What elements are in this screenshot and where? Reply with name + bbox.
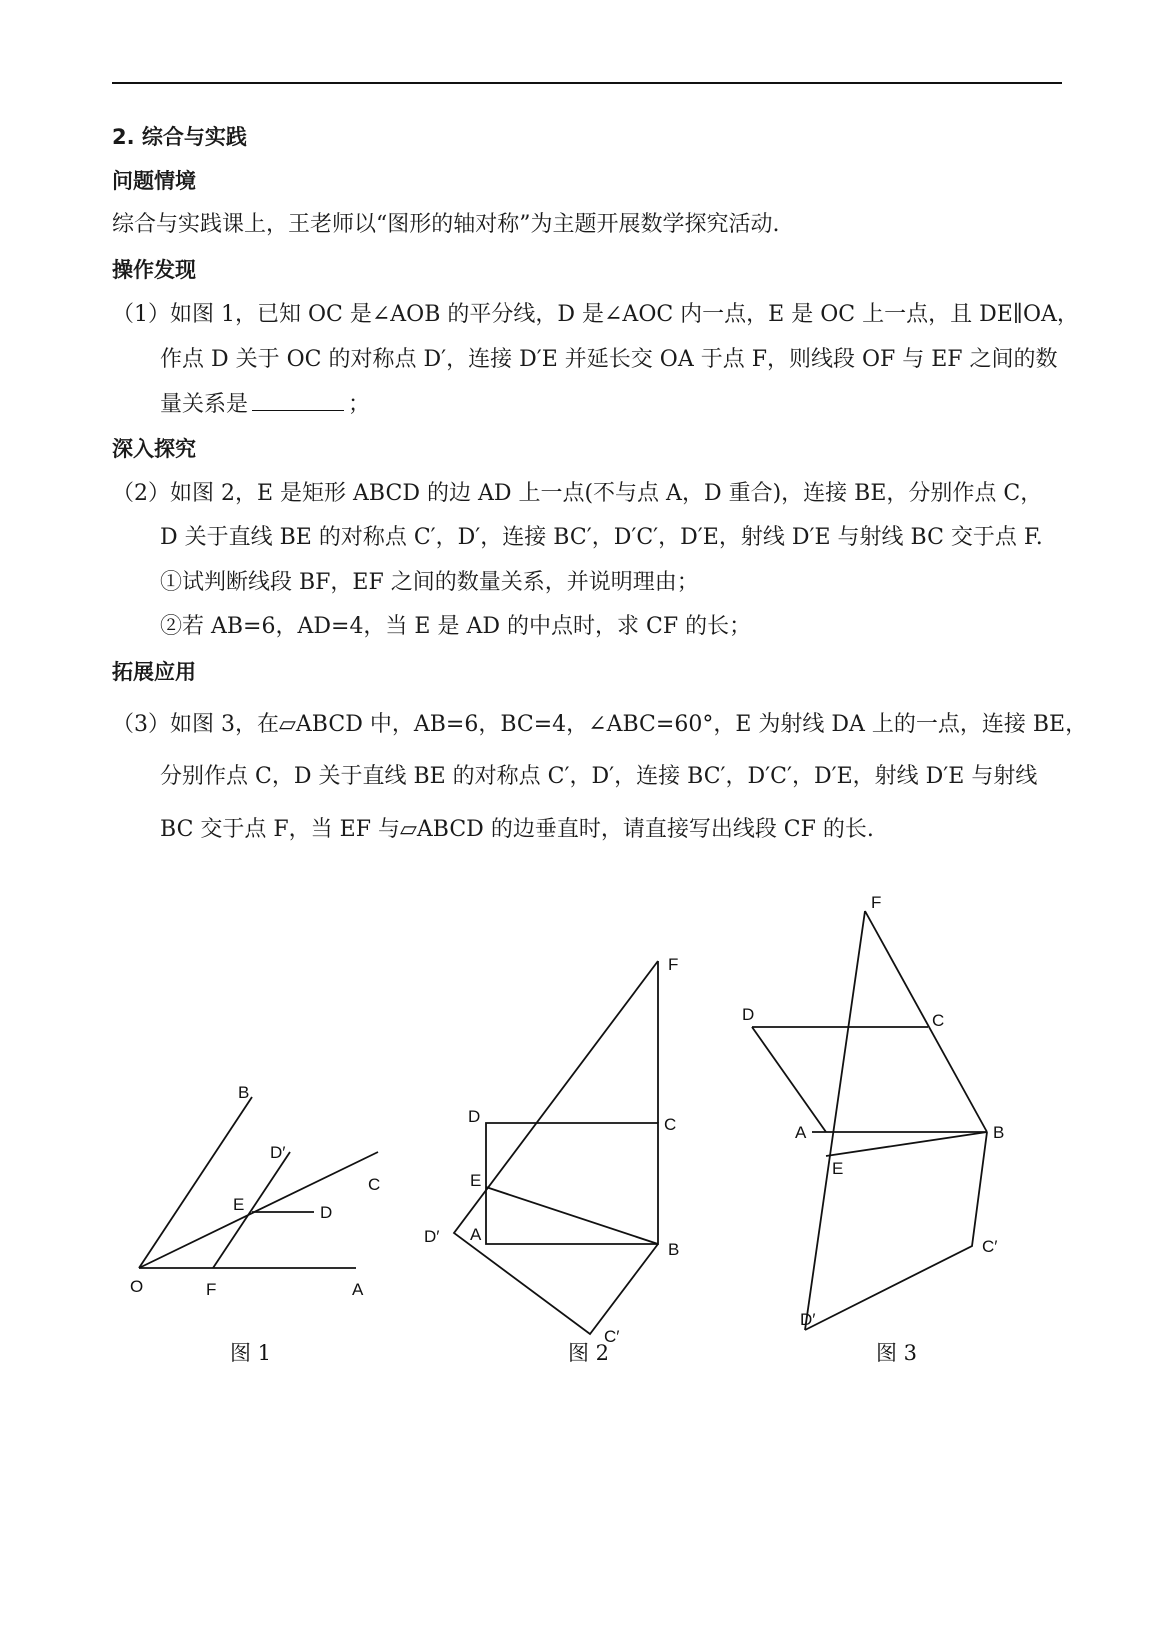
fig2-label-D: D — [468, 1107, 481, 1126]
q3-line3: BC 交于点 F，当 EF 与▱ABCD 的边垂直时，请直接写出线段 CF 的长. — [160, 817, 874, 842]
fig2-label-F: F — [668, 955, 679, 974]
fig3-label-C: C — [932, 1011, 945, 1030]
fig3-label-Dprime: D′ — [800, 1310, 816, 1329]
section-title: 2. 综合与实践 — [112, 125, 247, 149]
heading-situation: 问题情境 — [112, 169, 196, 193]
q3-line2: 分别作点 C，D 关于直线 BE 的对称点 C′，D′，连接 BC′，D′C′，D′E，射线 D′E 与射线 — [160, 764, 1038, 789]
fig1-label-F: F — [206, 1280, 217, 1299]
fig2-label-Dprime: D′ — [424, 1227, 440, 1246]
fig1-label-E: E — [233, 1195, 245, 1214]
fig1-label-D: D — [320, 1203, 333, 1222]
header-rule — [112, 82, 1062, 84]
heading-explore: 深入探究 — [112, 437, 196, 461]
q2-line2: D 关于直线 BE 的对称点 C′，D′，连接 BC′，D′C′，D′E，射线 D′E 与射线 BC 交于点 F. — [160, 525, 1043, 550]
fig1-label-C: C — [368, 1175, 381, 1194]
fig2-caption: 图 2 — [568, 1341, 610, 1365]
fig3-label-F: F — [871, 893, 882, 912]
fig1-label-Dprime: D′ — [270, 1143, 286, 1162]
q1-line3-pre: 量关系是 — [160, 392, 249, 417]
figure-3 — [742, 893, 1004, 1365]
fig3-label-Cprime: C′ — [982, 1237, 998, 1256]
fig1-label-O: O — [130, 1277, 144, 1296]
fig2-label-C: C — [664, 1115, 677, 1134]
q1-line2: 作点 D 关于 OC 的对称点 D′，连接 D′E 并延长交 OA 于点 F，则线段 OF 与 EF 之间的数 — [160, 347, 1058, 372]
figure-2 — [424, 955, 679, 1365]
fig1-caption: 图 1 — [230, 1341, 272, 1365]
fig1-label-A: A — [352, 1280, 364, 1299]
q1-line3 — [160, 390, 370, 420]
q1-line1: （1）如图 1，已知 OC 是∠AOB 的平分线，D 是∠AOC 内一点，E 是 OC 上一点，且 DE∥OA， — [112, 302, 1079, 327]
fig2-label-Cprime: C′ — [604, 1327, 620, 1346]
q2-sub2: ②若 AB=6，AD=4，当 E 是 AD 的中点时，求 CF 的长； — [160, 614, 752, 639]
q3-line1: （3）如图 3，在▱ABCD 中，AB=6，BC=4，∠ABC=60°，E 为射线 DA 上的一点，连接 BE， — [112, 712, 1088, 737]
fig3-label-B: B — [993, 1123, 1005, 1142]
fig3-caption: 图 3 — [876, 1341, 918, 1365]
fig3-label-E: E — [832, 1159, 844, 1178]
heading-extend: 拓展应用 — [112, 660, 196, 684]
fig3-label-A: A — [795, 1123, 807, 1142]
heading-discovery: 操作发现 — [112, 258, 196, 282]
answer-blank — [252, 390, 344, 411]
fig1-label-B: B — [238, 1083, 250, 1102]
fig3-label-D: D — [742, 1005, 755, 1024]
fig2-label-E: E — [470, 1171, 482, 1190]
q1-line3-post: ； — [348, 392, 371, 417]
figure-1 — [130, 1083, 380, 1365]
fig2-label-A: A — [470, 1225, 482, 1244]
q2-line1: （2）如图 2，E 是矩形 ABCD 的边 AD 上一点(不与点 A，D 重合)，连接 BE，分别作点 C， — [112, 481, 1043, 506]
q2-sub1: ①试判断线段 BF，EF 之间的数量关系，并说明理由； — [160, 570, 699, 595]
situation-text: 综合与实践课上，王老师以“图形的轴对称”为主题开展数学探究活动. — [112, 212, 780, 237]
fig2-label-B: B — [668, 1240, 680, 1259]
